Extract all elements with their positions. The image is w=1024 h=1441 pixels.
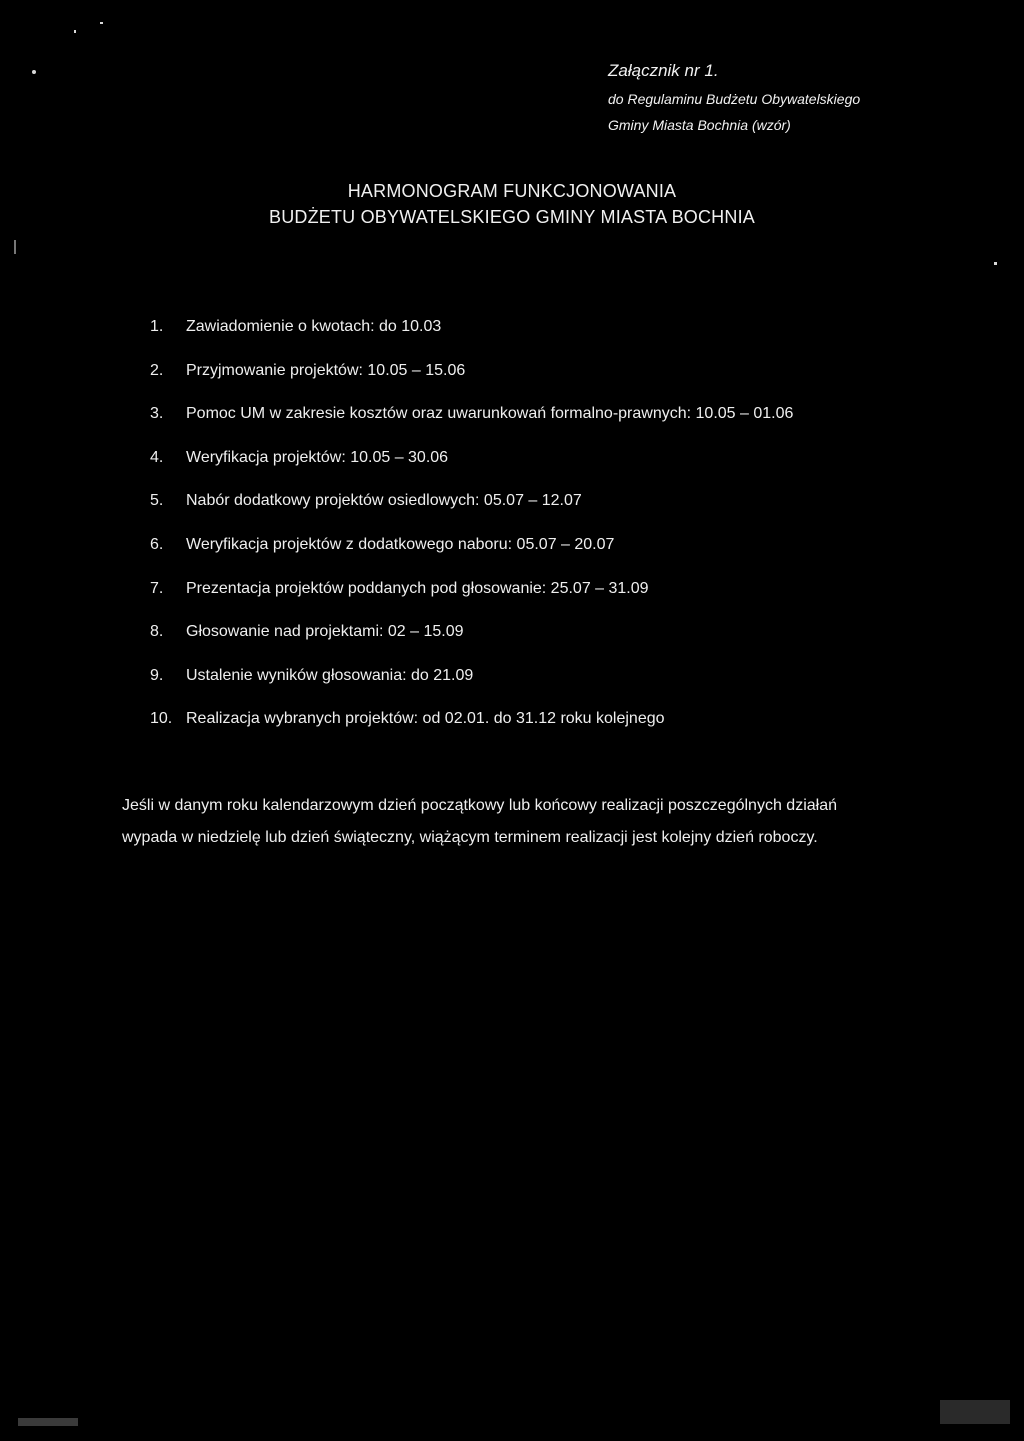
schedule-item bbox=[150, 619, 970, 663]
schedule-item-number: 6. bbox=[150, 535, 164, 553]
schedule-item bbox=[150, 663, 970, 707]
schedule-item-number: 8. bbox=[150, 623, 164, 641]
schedule-item-number: 3. bbox=[150, 405, 164, 423]
schedule-item bbox=[150, 488, 970, 532]
schedule-item-text: Przyjmowanie projektów: 10.05 – 15.06 bbox=[186, 361, 466, 379]
scan-speck bbox=[18, 1418, 78, 1426]
schedule-item bbox=[150, 532, 970, 576]
schedule-item bbox=[150, 445, 970, 489]
scan-speck bbox=[14, 240, 16, 254]
schedule-item-text: Pomoc UM w zakresie kosztów oraz uwarunkowań formalno-prawnych: 10.05 – 01.06 bbox=[186, 405, 794, 423]
scan-speck bbox=[32, 70, 36, 74]
closing-note-line-2: wypada w niedzielę lub dzień świąteczny, wiążącym terminem realizacji jest kolejny dzień roboczy. bbox=[122, 829, 818, 846]
schedule-item bbox=[150, 401, 970, 445]
scan-speck bbox=[74, 30, 76, 33]
schedule-item-text: Weryfikacja projektów: 10.05 – 30.06 bbox=[186, 448, 449, 466]
schedule-item bbox=[150, 314, 970, 358]
schedule-item bbox=[150, 706, 970, 750]
schedule-item-number: 1. bbox=[150, 318, 164, 335]
schedule-item-text: Weryfikacja projektów z dodatkowego naboru: 05.07 – 20.07 bbox=[186, 535, 615, 553]
schedule-item-text: Realizacja wybranych projektów: od 02.01. do 31.12 roku kolejnego bbox=[186, 710, 665, 728]
schedule-item-number: 2. bbox=[150, 361, 164, 379]
schedule-item-text: Prezentacja projektów poddanych pod głosowanie: 25.07 – 31.09 bbox=[186, 579, 649, 597]
closing-note bbox=[122, 790, 912, 854]
schedule-list bbox=[150, 314, 970, 750]
attachment-note bbox=[608, 60, 860, 136]
schedule-item-number: 4. bbox=[150, 448, 164, 466]
scan-speck bbox=[940, 1400, 1010, 1424]
schedule-item-number: 10. bbox=[150, 710, 173, 728]
closing-note-line-1: Jeśli w danym roku kalendarzowym dzień początkowy lub końcowy realizacji poszczególnych działań bbox=[122, 797, 837, 814]
schedule-item bbox=[150, 358, 970, 402]
schedule-item-number: 9. bbox=[150, 666, 164, 684]
schedule-item-number: 5. bbox=[150, 492, 164, 510]
attachment-line-municipality: Gminy Miasta Bochnia (wzór) bbox=[608, 117, 791, 133]
schedule-item-text: Nabór dodatkowy projektów osiedlowych: 05.07 – 12.07 bbox=[186, 492, 582, 510]
schedule-item bbox=[150, 576, 970, 620]
document-heading bbox=[0, 178, 1024, 230]
attachment-line-regulation: do Regulaminu Budżetu Obywatelskiego bbox=[608, 91, 861, 107]
schedule-item-number: 7. bbox=[150, 579, 164, 597]
heading-line-1: HARMONOGRAM FUNKCJONOWANIA bbox=[347, 181, 677, 201]
schedule-item-text: Zawiadomienie o kwotach: do 10.03 bbox=[186, 318, 442, 335]
attachment-title: Załącznik nr 1. bbox=[608, 61, 719, 80]
scan-speck bbox=[994, 262, 997, 265]
heading-line-2: BUDŻETU OBYWATELSKIEGO GMINY MIASTA BOCHNIA bbox=[268, 207, 755, 227]
schedule-item-text: Głosowanie nad projektami: 02 – 15.09 bbox=[186, 623, 464, 641]
scan-speck bbox=[100, 22, 103, 24]
schedule-item-text: Ustalenie wyników głosowania: do 21.09 bbox=[186, 666, 474, 684]
